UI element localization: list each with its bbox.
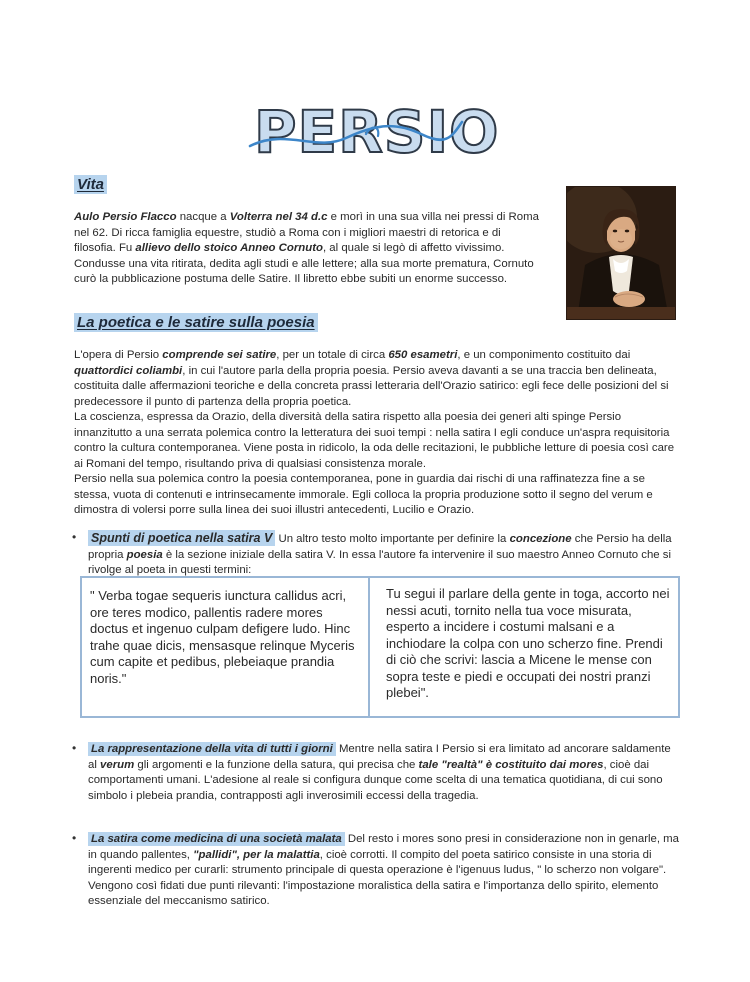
bullet-marker: •	[72, 831, 77, 845]
section-heading-vita: Vita	[74, 176, 107, 193]
portrait-illustration	[567, 187, 675, 319]
bullet-marker: •	[72, 530, 77, 544]
vita-paragraph: Aulo Persio Flacco nacque a Volterra nel 34 d.c e morì in una sua villa nei pressi di Roma nel 62. Di ricca famiglia equestre, studiò a Roma con i migliori maestri di retorica e di filosofia. Fu allievo dello stoico Anneo Cornuto, al quale si legò di affetto vivissimo. Condusse una vita ritirata, dedita agli studi e alle lettere; alla sua morte prematura, Cornuto curò la pubblicazione postuma delle Satire. Il libretto ebbe subiti un enorme successo.	[74, 211, 539, 285]
quote-italian: Tu segui il parlare della gente in toga, accorto nei nessi acuti, tornito nella tua voce misurata, esperto a incidere i costumi malsani e a inchiodare la colpa con uno scherzo fine. Prendi di ciò che scrivi: lascia a Micene le mense con sopra teste e piedi e occupati dei nostri pranzi plebei".	[386, 586, 670, 700]
poetica-paragraph: L'opera di Persio comprende sei satire, per un totale di circa 650 esametri, e un componimento costituito dai quattordici coliambi, in cui l'autore parla della propria poesia. Persio aveva davanti a se una traccia ben delineata, costituita dalle affermazioni teoriche e della concreta prassi letteraria dell'Orazio satirico: egli fece delle posizioni del si predecessore il punto di partenza della propria poetica. La coscienza, espressa da Orazio, della diversità della satira rispetto alla poesia dei generi alti spinge Persio innanzitutto a una serrata polemica contro la letteratura dei suoi tempi : nella satira I egli conduce un'aspra requisitoria contro la cultura contemporanea. Viene posta in ridicolo, la oda delle recitazioni, le pubbliche letture di poesia così care ai Romani del tempo, risultando priva di qualsiasi consistenza morale. Persio nella sua polemica contro la poesia contemporanea, pone in guardia dai rischi di una raffinatezza fine a se stessa, vuota di contenuti e intrinsecamente immorale. Egli colloca la propria produzione sotto il segno del verum e dimostra di volersi porre sulla linea dei suoi illustri antecedenti, Lucilio e Orazio.	[74, 349, 675, 516]
bullet-satira-medicina: La satira come medicina di una società malata Del resto i mores sono presi in considerazione non in genarle, ma in quando pallentes, "pallidi", per la malattia, cioè corrotti. Il compito del poeta satirico consiste in una storia di ingerenti medico per curarli: strumento principale di questa operazione è l'igenuus ludus, " lo scherzo non volgare". Vengono così fidati due punti rilevanti: l'impostazione moralistica della satira e l'importanza dello spirito, elemento essenziale del meccanismo satirico.	[88, 833, 680, 907]
portrait-image	[566, 186, 676, 320]
bullet-spunti-di-poetica: Spunti di poetica nella satira V Un altro testo molto importante per definire la concezione che Persio ha della propria poesia è la sezione iniziale della satira V. In essa l'autore fa intervenire il suo maestro Anneo Cornuto che si rivolge al poeta in questi termini:	[88, 531, 672, 576]
bullet-rappresentazione-vita: La rappresentazione della vita di tutti i giorni Mentre nella satira I Persio si era limitato ad ancorare saldamente al verum gli argomenti e la funzione della satura, qui precisa che tale "realtà" è costituito dai mores, cioè dai comportamenti umani. L'adesione al reale si configura dunque come scelta di una tematica quotidiana, di cui sono simbolo i plebeia prandia, contrapposti agli inverosimili eccessi della tragedia.	[88, 743, 671, 802]
bullet-marker: •	[72, 741, 77, 755]
document-title	[254, 98, 500, 166]
quote-latin: " Verba togae sequeris iunctura callidus acri, ore teres modico, pallentis radere mores doctus et ingenuo culpam defigere ludo. Hinc trahe quae dicis, mensasque relinque Myceris cum capite et pedibus, plebeiaque prandia noris."	[90, 588, 355, 686]
quote-table	[80, 576, 680, 718]
title-text: PERSIO	[254, 98, 500, 166]
section-heading-poetica: La poetica e le satire sulla poesia	[74, 314, 318, 331]
quote-divider	[368, 578, 370, 716]
